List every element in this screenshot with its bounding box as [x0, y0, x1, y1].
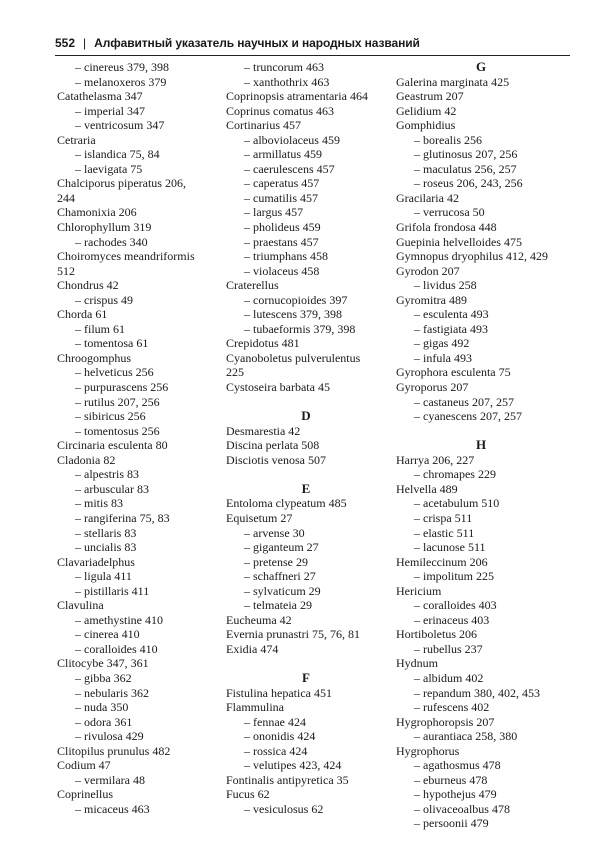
- index-subentry: – ventricosum 347: [75, 118, 165, 133]
- index-subentry: – ligula 411: [75, 569, 132, 584]
- index-subentry: – micaceus 463: [75, 801, 150, 816]
- index-subentry: – coralloides 410: [75, 641, 158, 656]
- index-subentry: – hypothejus 479: [414, 787, 497, 802]
- index-subentry: – crispus 49: [75, 292, 133, 307]
- index-entry: Choiromyces meandriformis: [57, 249, 195, 264]
- index-subentry: – armillatus 459: [244, 147, 322, 162]
- index-subentry: – coralloides 403: [414, 598, 497, 613]
- index-subentry: – mitis 83: [75, 496, 124, 511]
- index-entry: Gyroporus 207: [396, 380, 469, 395]
- index-subentry: – lacunose 511: [414, 540, 486, 555]
- index-subentry: – cornucopioides 397: [244, 292, 348, 307]
- index-subentry: – alboviolaceus 459: [244, 132, 340, 147]
- index-subentry: – ononidis 424: [244, 729, 316, 744]
- index-entry: Disciotis venosa 507: [226, 452, 326, 467]
- index-entry: Guepinia helvelloides 475: [396, 234, 522, 249]
- index-entry: Helvella 489: [396, 481, 458, 496]
- index-subentry: – triumphans 458: [244, 249, 328, 264]
- index-subentry: – persoonii 479: [414, 816, 489, 831]
- spacer: [226, 395, 386, 410]
- index-entry: Hydnum: [396, 656, 438, 671]
- index-subentry: – maculatus 256, 257: [414, 161, 517, 176]
- index-subentry: – impolitum 225: [414, 569, 495, 584]
- index-subentry: – rubellus 237: [414, 641, 483, 656]
- index-entry: Clavariadelphus: [57, 554, 135, 569]
- index-subentry: – lutescens 379, 398: [244, 307, 342, 322]
- index-subentry: – truncorum 463: [244, 60, 324, 74]
- index-entry: 225: [226, 365, 244, 380]
- index-subentry: – stellaris 83: [75, 525, 137, 540]
- index-subentry: – tubaeformis 379, 398: [244, 321, 356, 336]
- index-subentry: – islandica 75, 84: [75, 147, 160, 162]
- index-subentry: – gibba 362: [75, 670, 132, 685]
- index-entry: Coprinopsis atramentaria 464: [226, 89, 368, 104]
- index-entry: Evernia prunastri 75, 76, 81: [226, 627, 360, 642]
- running-header: [55, 36, 570, 52]
- index-subentry: – rivulosa 429: [75, 729, 144, 744]
- index-entry: Clitocybe 347, 361: [57, 656, 149, 671]
- index-subentry: – alpestris 83: [75, 467, 139, 482]
- index-subentry: – fastigiata 493: [414, 321, 488, 336]
- index-entry: Gyromitra 489: [396, 292, 467, 307]
- index-subentry: – vesiculosus 62: [244, 801, 324, 816]
- index-subentry: – arbuscular 83: [75, 481, 149, 496]
- section-letter: G: [475, 59, 487, 74]
- index-subentry: – xanthothrix 463: [244, 74, 330, 89]
- index-subentry: – roseus 206, 243, 256: [414, 176, 523, 191]
- index-entry: Crepidotus 481: [226, 336, 300, 351]
- index-entry: Chorda 61: [57, 307, 108, 322]
- index-subentry: – rutilus 207, 256: [75, 394, 160, 409]
- index-entry: Desmarestia 42: [226, 423, 301, 438]
- spacer: [396, 424, 566, 439]
- index-entry: Flammulina: [226, 700, 284, 715]
- index-subentry: – infula 493: [414, 350, 472, 365]
- index-subentry: – agathosmus 478: [414, 758, 501, 773]
- index-subentry: – largus 457: [244, 205, 304, 220]
- index-subentry: – fennae 424: [244, 714, 306, 729]
- index-subentry: – vermilara 48: [75, 772, 145, 787]
- index-entry: Hericium: [396, 583, 442, 598]
- index-subentry: – filum 61: [75, 321, 125, 336]
- index-subentry: – cyanescens 207, 257: [414, 409, 522, 424]
- index-entry: Fontinalis antipyretica 35: [226, 772, 349, 787]
- index-entry: Cystoseira barbata 45: [226, 380, 330, 395]
- index-subentry: – helveticus 256: [75, 365, 154, 380]
- index-entry: Hortiboletus 206: [396, 627, 477, 642]
- index-subentry: – nebularis 362: [75, 685, 149, 700]
- index-entry: Gelidium 42: [396, 103, 457, 118]
- index-entry: Gracilaria 42: [396, 190, 459, 205]
- index-entry: Fistulina hepatica 451: [226, 685, 332, 700]
- index-subentry: – aurantiaca 258, 380: [414, 729, 518, 744]
- index-entry: Hygrophoropsis 207: [396, 714, 495, 729]
- index-subentry: – imperial 347: [75, 103, 145, 118]
- index-entry: Coprinellus: [57, 787, 113, 802]
- index-entry: Gyrophora esculenta 75: [396, 365, 511, 380]
- index-entry: Catathelasma 347: [57, 89, 143, 104]
- index-entry: Cladonia 82: [57, 452, 116, 467]
- index-entry: Chondrus 42: [57, 278, 119, 293]
- index-subentry: – chromapes 229: [414, 467, 496, 482]
- index-subentry: – telmateia 29: [244, 598, 312, 613]
- index-entry: Exidia 474: [226, 641, 279, 656]
- index-column-1: [57, 60, 215, 816]
- index-entry: Equisetum 27: [226, 510, 293, 525]
- index-entry: Gyrodon 207: [396, 263, 460, 278]
- index-entry: Chamonixia 206: [57, 205, 137, 220]
- index-entry: Circinaria esculenta 80: [57, 438, 168, 453]
- index-entry: Chalciporus piperatus 206,: [57, 176, 186, 191]
- index-subentry: – nuda 350: [75, 700, 129, 715]
- index-subentry: – verrucosa 50: [414, 205, 485, 220]
- index-subentry: – cinereus 379, 398: [75, 60, 169, 74]
- page-number: 552: [55, 36, 76, 50]
- index-entry: Chlorophyllum 319: [57, 220, 152, 235]
- index-subentry: – velutipes 423, 424: [244, 758, 342, 773]
- index-subentry: – lividus 258: [414, 278, 477, 293]
- index-subentry: – caperatus 457: [244, 176, 320, 191]
- header-rule: [55, 55, 570, 56]
- index-entry: Chroogomphus: [57, 350, 132, 365]
- index-entry: Clavulina: [57, 598, 104, 613]
- section-letter: D: [301, 408, 311, 424]
- index-entry: Hemileccinum 206: [396, 554, 488, 569]
- index-entry: Codium 47: [57, 758, 111, 773]
- index-entry: 244: [57, 190, 75, 205]
- index-subentry: – praestans 457: [244, 234, 319, 249]
- index-subentry: – rachodes 340: [75, 234, 148, 249]
- index-subentry: – glutinosus 207, 256: [414, 147, 518, 162]
- index-subentry: – acetabulum 510: [414, 496, 500, 511]
- index-subentry: – rangiferina 75, 83: [75, 510, 170, 525]
- index-subentry: – pretense 29: [244, 554, 308, 569]
- index-subentry: – elastic 511: [414, 525, 475, 540]
- index-subentry: – sylvaticum 29: [244, 583, 321, 598]
- index-entry: Eucheuma 42: [226, 612, 292, 627]
- index-entry: Gomphidius: [396, 118, 456, 133]
- index-entry: Coprinus comatus 463: [226, 103, 334, 118]
- index-subentry: – borealis 256: [414, 132, 482, 147]
- index-column-3: [396, 60, 566, 831]
- index-column-2: [226, 60, 386, 816]
- index-subentry: – repandum 380, 402, 453: [414, 685, 540, 700]
- index-subentry: – gigas 492: [414, 336, 470, 351]
- index-subentry: – melanoxeros 379: [75, 74, 167, 89]
- section-letter: F: [302, 669, 310, 685]
- section-letter: H: [475, 437, 487, 453]
- index-subentry: – amethystine 410: [75, 612, 163, 627]
- index-subentry: – laevigata 75: [75, 161, 143, 176]
- index-entry: Gymnopus dryophilus 412, 429: [396, 249, 549, 264]
- index-entry: Geastrum 207: [396, 89, 464, 104]
- index-subentry: – schaffneri 27: [244, 569, 316, 584]
- index-subentry: – olivaceoalbus 478: [414, 801, 510, 816]
- index-subentry: – cinerea 410: [75, 627, 140, 642]
- index-subentry: – esculenta 493: [414, 307, 489, 322]
- index-subentry: – tomentosus 256: [75, 423, 160, 438]
- index-entry: Galerina marginata 425: [396, 74, 510, 89]
- index-subentry: – caerulescens 457: [244, 161, 335, 176]
- index-subentry: – cumatilis 457: [244, 190, 318, 205]
- index-subentry: – violaceus 458: [244, 263, 320, 278]
- index-subentry: – giganteum 27: [244, 540, 319, 555]
- index-subentry: – pistillaris 411: [75, 583, 150, 598]
- spacer: [226, 467, 386, 482]
- index-subentry: – odora 361: [75, 714, 133, 729]
- index-entry: Cetraria: [57, 132, 96, 147]
- index-entry: Grifola frondosa 448: [396, 220, 497, 235]
- index-subentry: – arvense 30: [244, 525, 305, 540]
- index-entry: Discina perlata 508: [226, 438, 320, 453]
- index-entry: Hygrophorus: [396, 743, 460, 758]
- index-entry: 512: [57, 263, 75, 278]
- index-entry: Clitopilus prunulus 482: [57, 743, 171, 758]
- index-subentry: – albidum 402: [414, 670, 484, 685]
- index-entry: Craterellus: [226, 278, 279, 293]
- index-subentry: – uncialis 83: [75, 540, 137, 555]
- index-entry: Harrya 206, 227: [396, 452, 475, 467]
- running-title: Алфавитный указатель научных и народных названий: [94, 36, 420, 50]
- header-separator: |: [83, 36, 87, 50]
- index-subentry: – crispa 511: [414, 510, 473, 525]
- index-entry: Entoloma clypeatum 485: [226, 496, 347, 511]
- index-subentry: – erinaceus 403: [414, 612, 490, 627]
- index-subentry: – eburneus 478: [414, 772, 488, 787]
- index-subentry: – purpurascens 256: [75, 380, 169, 395]
- index-entry: Cortinarius 457: [226, 118, 301, 133]
- index-subentry: – tomentosa 61: [75, 336, 149, 351]
- spacer: [226, 656, 386, 671]
- index-subentry: – pholideus 459: [244, 220, 321, 235]
- index-subentry: – castaneus 207, 257: [414, 394, 514, 409]
- index-subentry: – rossica 424: [244, 743, 308, 758]
- index-entry: Cyanoboletus pulverulentus: [226, 350, 361, 365]
- index-entry: Fucus 62: [226, 787, 270, 802]
- index-subentry: – sibiricus 256: [75, 409, 146, 424]
- section-letter: E: [301, 480, 311, 496]
- index-subentry: – rufescens 402: [414, 700, 490, 715]
